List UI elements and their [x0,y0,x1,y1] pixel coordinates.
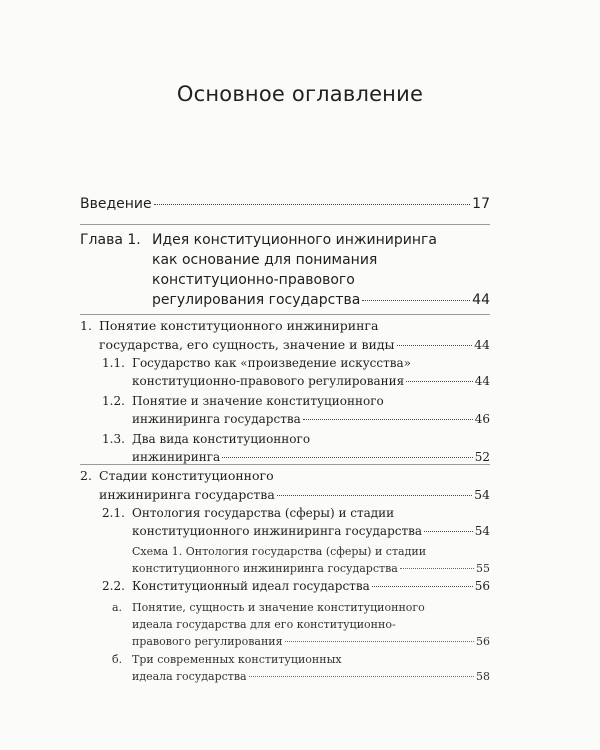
toc-entry-number: 1.2. [102,394,125,408]
toc-page-number: 44 [474,337,490,352]
toc-entry-text: Онтология государства (сферы) и стадии [132,506,395,520]
toc-entry-section-2-1[interactable] [102,506,490,542]
toc-page-number: 55 [476,562,490,575]
toc-entry-text: Схема 1. Онтология государства (сферы) и стадии [132,545,427,558]
toc-entry-text: государства, его сущность, значение и виды [99,337,395,352]
toc-entry-number: 1.1. [102,356,125,370]
toc-entry-text: Введение [80,196,152,212]
toc-entry-text: Конституционный идеал государства [132,579,370,593]
dot-leader [285,641,474,642]
dot-leader [362,300,470,301]
toc-entry-section-2[interactable] [80,468,490,506]
toc-entry-text: конституционно-правового [152,272,355,288]
toc-entry-text: Понятие, сущность и значение конституционного [132,601,425,614]
dot-leader [424,531,473,532]
toc-page-number: 44 [474,374,490,388]
toc-page-number: 52 [474,450,490,464]
toc-page-number: 56 [476,635,490,648]
toc-entry-text: конституционного инжиниринга государства [132,562,398,575]
toc-entry-text: идеала государства [132,670,247,683]
toc-entry-text: Три современных конституционных [132,653,342,666]
dot-leader [400,568,474,569]
toc-entry-number: 2.1. [102,506,125,520]
toc-entry-text: конституционного инжиниринга государства [132,524,423,538]
toc-entry-number: 1.3. [102,432,125,446]
toc-entry-text: Идея конституционного инжиниринга [152,232,437,248]
toc-page-number: 54 [474,487,490,502]
toc-entry-section-1-3[interactable] [102,432,490,468]
separator-line [80,314,490,315]
toc-entry-section-1[interactable] [80,318,490,356]
toc-entry-item-b[interactable] [112,653,490,687]
toc-page-number: 44 [472,292,490,308]
toc-entry-introduction[interactable] [80,196,490,216]
dot-leader [303,419,473,420]
toc-entry-number: а. [112,601,123,614]
toc-entry-text: Понятие и значение конституционного [132,394,384,408]
toc-entry-text: инжиниринга государства [132,412,301,426]
toc-page-number: 54 [474,524,490,538]
toc-entry-text: как основание для понимания [152,252,378,268]
toc-page-number: 17 [472,196,490,212]
toc-entry-item-a[interactable] [112,601,490,652]
toc-entry-text: Государство как «произведение искусства» [132,356,411,370]
toc-entry-number: 2. [80,468,92,483]
dot-leader [277,495,472,496]
toc-page-number: 58 [476,670,490,683]
toc-entry-number: б. [112,653,123,666]
toc-entry-text: Понятие конституционного инжиниринга [99,318,379,333]
toc-entry-text: правового регулирования [132,635,283,648]
separator-line [80,464,490,465]
dot-leader [397,345,473,346]
dot-leader [154,204,471,205]
toc-entry-text: конституционно-правового регулирования [132,374,405,388]
dot-leader [406,381,472,382]
toc-page-number: 56 [474,579,490,593]
toc-entry-text: регулирования государства [152,292,361,308]
toc-entry-section-1-2[interactable] [102,394,490,430]
toc-entry-section-1-1[interactable] [102,356,490,392]
separator-line [80,224,490,225]
dot-leader [249,676,474,677]
toc-entry-text: Стадии конституционного [99,468,274,483]
toc-entry-number: Глава 1. [80,232,141,248]
toc-page-number: 46 [474,412,490,426]
toc-entry-section-2-2[interactable] [102,579,490,597]
toc-entry-scheme-1[interactable] [132,545,490,579]
page-title: Основное оглавление [176,82,424,106]
toc-entry-number: 1. [80,318,92,333]
dot-leader [222,457,473,458]
toc-entry-text: инжиниринга [132,450,221,464]
toc-entry-chapter-1[interactable] [80,232,490,312]
toc-entry-text: Два вида конституционного [132,432,311,446]
toc-entry-text: идеала государства для его конституционно- [132,618,396,631]
toc-entry-text: инжиниринга государства [99,487,275,502]
dot-leader [372,586,473,587]
toc-entry-number: 2.2. [102,579,125,593]
